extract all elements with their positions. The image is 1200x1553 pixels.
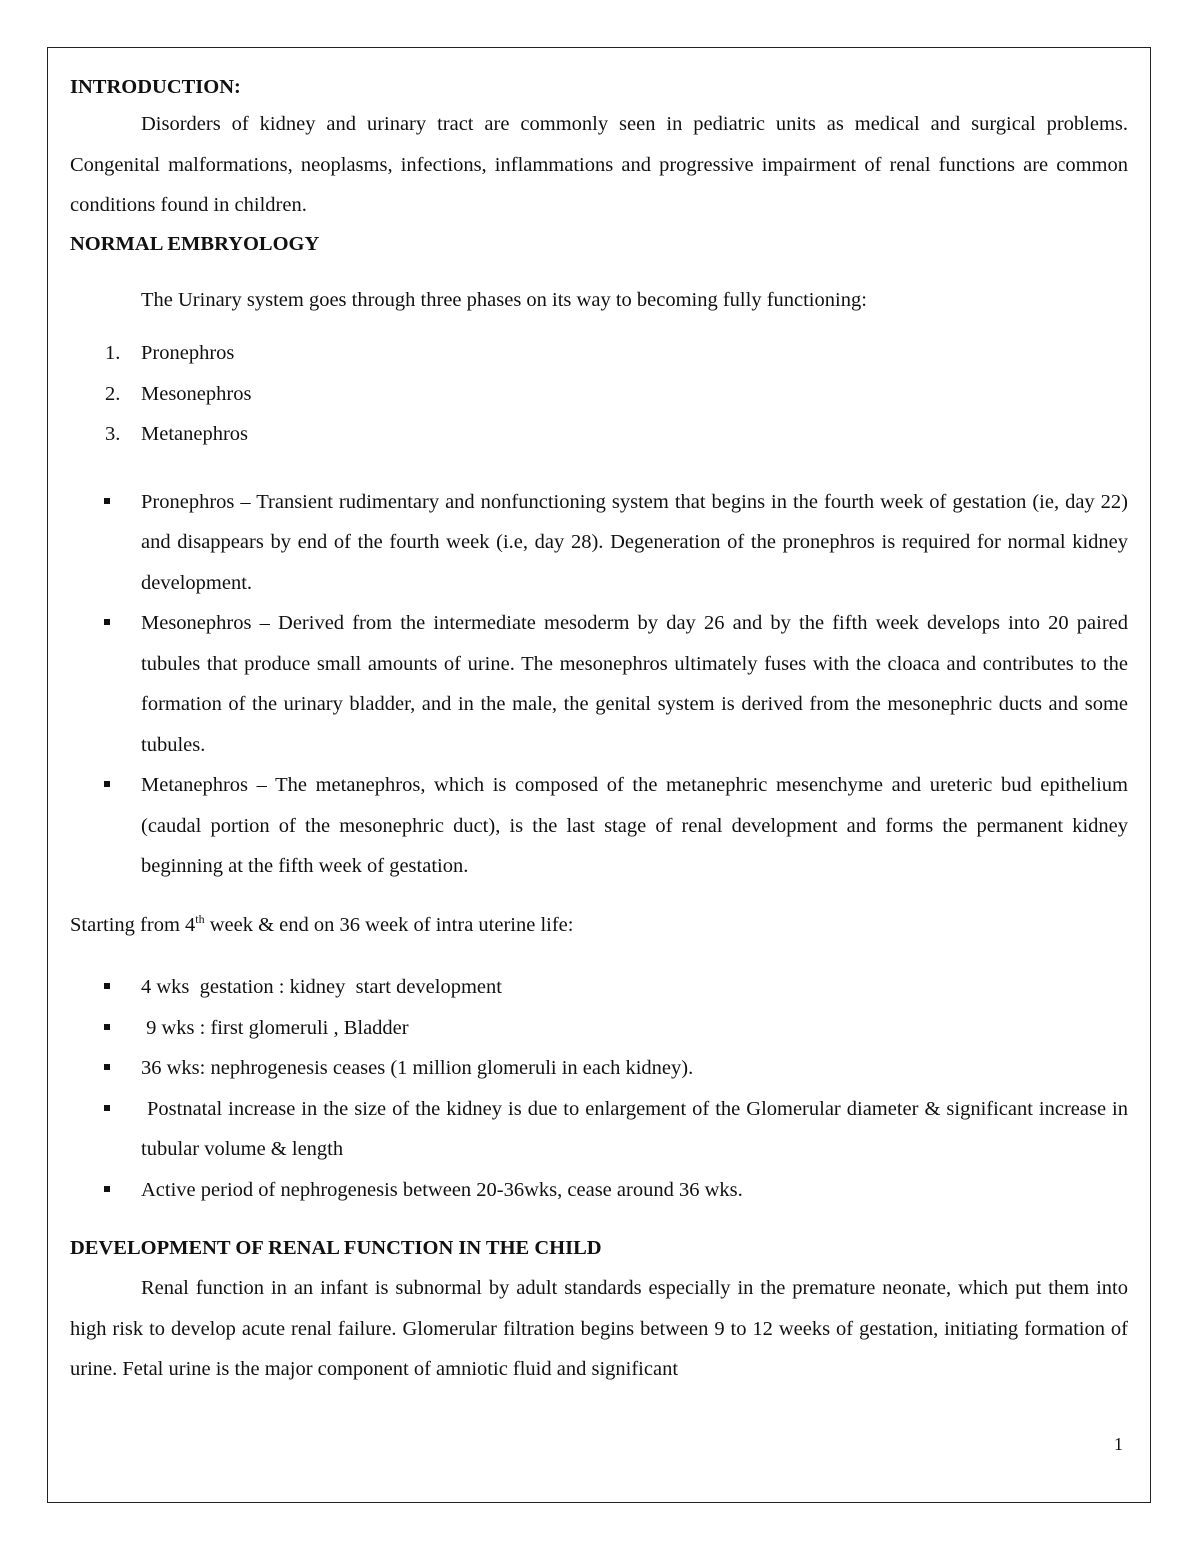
timeline-item: 4 wks gestation : kidney start development bbox=[141, 976, 502, 998]
bullet-icon bbox=[104, 1024, 110, 1030]
phase-label: Metanephros bbox=[141, 423, 249, 445]
phase-label: Mesonephros bbox=[141, 382, 252, 405]
timeline-intro-text: Starting from 4 bbox=[70, 913, 196, 936]
document-body bbox=[70, 70, 1134, 1390]
introduction-heading: INTRODUCTION: bbox=[70, 76, 241, 98]
phase-description: Mesonephros – Derived from the intermediate mesoderm by day 26 and by the fifth week develops into 20 paired tubules that produce small amounts of urine. The mesonephros ultimately fuses with the cloaca and contributes to the formation of the urinary bladder, and in the male, the genital system is derived from the mesonephric ducts and some tubules. bbox=[141, 612, 1128, 756]
phase-description-list bbox=[70, 482, 1128, 887]
timeline-intro-text-end: week & end on 36 week of intra uterine life: bbox=[204, 913, 574, 936]
list-item bbox=[70, 482, 1128, 604]
list-item bbox=[70, 1170, 1128, 1211]
timeline-item: Active period of nephrogenesis between 20-36wks, cease around 36 wks. bbox=[141, 1178, 743, 1201]
bullet-icon bbox=[104, 983, 110, 989]
bullet-icon bbox=[104, 619, 110, 625]
timeline-item: 9 wks : first glomeruli , Bladder bbox=[141, 1016, 409, 1039]
list-number: 1. bbox=[105, 342, 121, 364]
list-item bbox=[70, 1089, 1134, 1170]
list-item bbox=[70, 333, 1128, 374]
phase-list bbox=[70, 333, 1128, 455]
embryology-heading: NORMAL EMBRYOLOGY bbox=[70, 232, 320, 255]
list-item bbox=[70, 1048, 1128, 1089]
page-number: 1 bbox=[1114, 1434, 1123, 1454]
timeline-item: 36 wks: nephrogenesis ceases (1 million glomeruli in each kidney). bbox=[141, 1057, 694, 1079]
bullet-icon bbox=[104, 1186, 110, 1192]
bullet-icon bbox=[104, 781, 110, 787]
timeline-intro bbox=[70, 905, 1128, 946]
list-item bbox=[70, 414, 1128, 455]
list-item bbox=[70, 967, 1128, 1008]
phase-description: Metanephros – The metanephros, which is composed of the metanephric mesenchyme and ureteric bud epithelium (caudal portion of the mesonephric duct), is the last stage of renal development and forms the permanent kidney beginning at the fifth week of gestation. bbox=[141, 774, 1128, 877]
list-number: 2. bbox=[105, 382, 121, 405]
superscript: th bbox=[195, 911, 205, 926]
renal-function-paragraph: Renal function in an infant is subnormal by adult standards especially in the premature neonate, which put them into high risk to develop acute renal failure. Glomerular filtration begins between 9 to 12 weeks of gestation, initiating formation of urine. Fetal urine is the major component of amniotic fluid and significant bbox=[70, 1277, 1128, 1380]
list-item bbox=[70, 603, 1128, 765]
list-item bbox=[70, 374, 1128, 415]
list-item bbox=[70, 765, 1128, 887]
bullet-icon bbox=[104, 1064, 110, 1070]
list-item bbox=[70, 1008, 1128, 1049]
bullet-icon bbox=[104, 498, 110, 504]
timeline-list bbox=[70, 967, 1134, 1210]
list-number: 3. bbox=[105, 423, 121, 445]
embryology-intro: The Urinary system goes through three phases on its way to becoming fully functioning: bbox=[141, 288, 867, 311]
bullet-icon bbox=[104, 1105, 110, 1111]
phase-description: Pronephros – Transient rudimentary and nonfunctioning system that begins in the fourth week of gestation (ie, day 22) and disappears by end of the fourth week (i.e, day 28). Degeneration of the pronephros is required for normal kidney development. bbox=[141, 490, 1128, 594]
phase-label: Pronephros bbox=[141, 342, 235, 364]
introduction-paragraph: Disorders of kidney and urinary tract are commonly seen in pediatric units as medical and surgical problems. Congenital malformations, neoplasms, infections, inflammations and progressive impairment of renal functions are common conditions found in children. bbox=[70, 113, 1128, 216]
renal-function-heading: DEVELOPMENT OF RENAL FUNCTION IN THE CHILD bbox=[70, 1237, 602, 1259]
timeline-item: Postnatal increase in the size of the kidney is due to enlargement of the Glomerular diameter & significant increase in tubular volume & length bbox=[141, 1097, 1134, 1160]
